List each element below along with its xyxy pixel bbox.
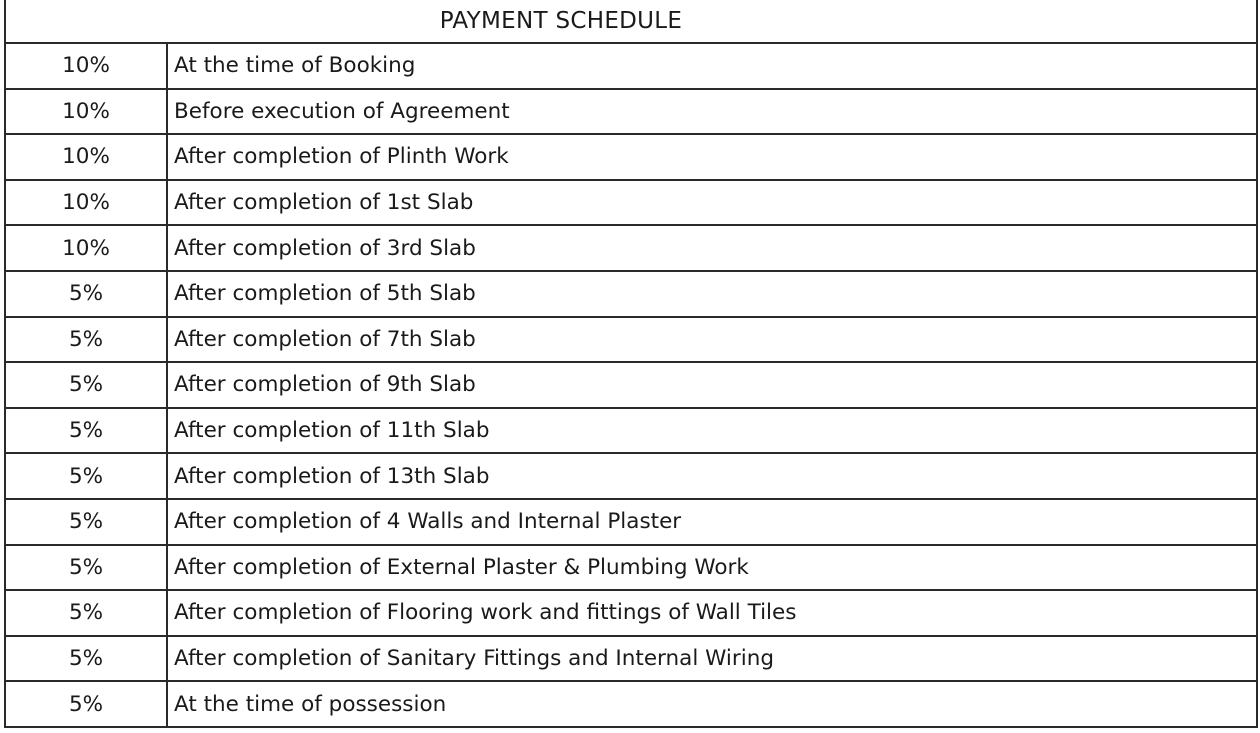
table-row [5, 545, 1257, 591]
percent-cell: 5% [5, 317, 167, 363]
percent-cell: 10% [5, 43, 167, 89]
percent-cell: 5% [5, 453, 167, 499]
percent-cell: 5% [5, 499, 167, 545]
percent-cell: 5% [5, 271, 167, 317]
stage-cell: After completion of External Plaster & Plumbing Work [167, 545, 1257, 591]
stage-cell: After completion of 9th Slab [167, 362, 1257, 408]
table-row [5, 453, 1257, 499]
table-row [5, 362, 1257, 408]
table-row [5, 590, 1257, 636]
table-row [5, 225, 1257, 271]
schedule-title-row [4, 0, 1258, 42]
percent-cell: 5% [5, 590, 167, 636]
stage-cell: After completion of Flooring work and fittings of Wall Tiles [167, 590, 1257, 636]
schedule-body [5, 43, 1257, 727]
table-row [5, 499, 1257, 545]
percent-cell: 5% [5, 681, 167, 727]
stage-cell: After completion of 1st Slab [167, 180, 1257, 226]
stage-cell: After completion of Sanitary Fittings and Internal Wiring [167, 636, 1257, 682]
percent-cell: 10% [5, 134, 167, 180]
percent-cell: 5% [5, 545, 167, 591]
stage-cell: At the time of possession [167, 681, 1257, 727]
stage-cell: After completion of Plinth Work [167, 134, 1257, 180]
table-row [5, 636, 1257, 682]
table-row [5, 317, 1257, 363]
stage-cell: At the time of Booking [167, 43, 1257, 89]
percent-cell: 5% [5, 362, 167, 408]
percent-cell: 10% [5, 180, 167, 226]
table-row [5, 271, 1257, 317]
percent-cell: 10% [5, 225, 167, 271]
percent-cell: 10% [5, 89, 167, 135]
table-row [5, 134, 1257, 180]
table-row [5, 681, 1257, 727]
table-row [5, 408, 1257, 454]
stage-cell: After completion of 3rd Slab [167, 225, 1257, 271]
percent-cell: 5% [5, 636, 167, 682]
stage-cell: After completion of 5th Slab [167, 271, 1257, 317]
table-row [5, 43, 1257, 89]
stage-cell: After completion of 11th Slab [167, 408, 1257, 454]
percent-cell: 5% [5, 408, 167, 454]
page-title: PAYMENT SCHEDULE [439, 8, 683, 34]
stage-cell: After completion of 4 Walls and Internal Plaster [167, 499, 1257, 545]
stage-cell: Before execution of Agreement [167, 89, 1257, 135]
stage-cell: After completion of 7th Slab [167, 317, 1257, 363]
table-row [5, 180, 1257, 226]
payment-schedule-table [4, 42, 1258, 728]
table-row [5, 89, 1257, 135]
stage-cell: After completion of 13th Slab [167, 453, 1257, 499]
